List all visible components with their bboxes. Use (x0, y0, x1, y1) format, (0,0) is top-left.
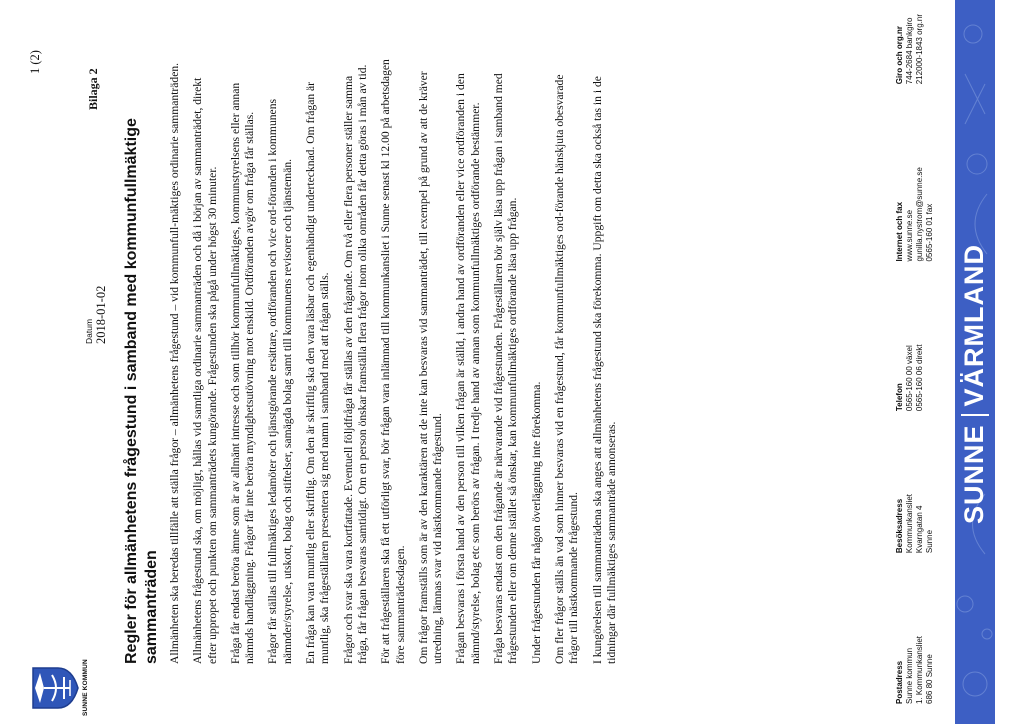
footer-column (895, 167, 935, 261)
body-paragraph: Fråga besvaras endast om den frågande är närvarande vid frågestunden. Frågeställaren bör själv läsa upp frågan i samband med frågestunden eller om denne istället så önskar, kan kommunfullmäktiges ordförande läsa upp frågan. (492, 73, 520, 664)
paragraph-list (168, 54, 619, 664)
footer-column-line: Kommunkansliet (905, 493, 914, 554)
body-paragraph: Frågor får ställas till fullmäktiges ledamöter och tjänstgörande ersättare, ordföranden och vice ord-föranden i kommunens nämnder/styrelse, utskott, bolag och stiftelser, samägda bolag samt till kommunens revisorer och tjänstemän. (266, 98, 294, 664)
body-paragraph: Under frågestunden får någon överläggning inte förekomma. (529, 381, 543, 664)
footer-address (895, 14, 941, 704)
document-title: Regler för allmänhetens frågestund i samband med kommunfullmäktige sammanträden (123, 118, 160, 664)
body-paragraph: En fråga kan vara muntlig eller skriftlig. Om den är skriftlig ska den vara läsbar och egenhändigt undertecknad. Om frågan är muntlig, ska frågeställaren presentera sig med namn i samband med att frågan ställs. (304, 81, 332, 664)
body-paragraph: För att frågeställaren ska få ett utförligt svar, bör frågan vara inlämnad till kommunkansliet i Sunne senast kl 12.00 på arbetsdagen före sammanträdesdagen. (379, 59, 407, 664)
footer-column-heading: Internet och fax (895, 201, 904, 262)
footer-column-line: 1. Kommunkansliet (915, 635, 924, 704)
coat-of-arms-icon (30, 665, 80, 711)
footer-column (895, 636, 935, 704)
date-block (84, 286, 109, 344)
footer-column-heading: Telefon (895, 383, 904, 412)
page-number: 1 (2) (28, 50, 42, 74)
body-paragraph: I kungörelsen till sammanträdena ska anges att allmänhetens frågestund ska förekomma. Uppgift om detta ska också tas in i de tidningar där fullmäktiges sammanträde annonseras. (590, 76, 618, 664)
footer-column (895, 344, 935, 411)
footer-column-line: Sunne kommun (905, 647, 914, 704)
body-paragraph: Allmänhetens frågestund ska, om möjligt, hållas vid samtliga ordinarie sammanträden och då i början av sammanträdet, direkt efter uppropet och punkten om sammanträdets kungörande. Frågestunden ska pågå under högst 30 minuter. (191, 77, 219, 664)
footer-column-line: gunilla.nystrom@sunne.se (915, 167, 924, 262)
body-paragraph: Fråga får endast beröra ämne som är av allmänt intresse och som tillhör kommunfullmäktiges, kommunstyrelsens eller annan nämnds handläggning. Frågor får inte beröra myndighetsutövning mot enskild. Ordföranden avgör om fråga får ställas. (228, 82, 257, 664)
body-paragraph: Om frågor framställs som är av den karaktären att de inte kan besvaras vid sammanträdet, till exempel på grund av att de kräver utredning, lämnas svar vid nästkommande frågestund. (416, 71, 445, 664)
band-region: VÄRMLAND (959, 243, 989, 407)
footer-column-line: 744-2684 bankgiro (905, 17, 914, 85)
footer-column-line: 686 80 Sunne (925, 654, 934, 704)
body-paragraph: Frågor och svar ska vara kortfattade. Eventuell följdfråga får ställas av den frågande. Om två eller flera personer ställer samma fråga, får frågan besvaras samtidigt. Om en person önskar framställa flera frågor inom olika områden får detta göras i mån av tid. (341, 64, 369, 664)
body-paragraph: Om fler frågor ställs än vad som hinner besvaras vid en frågestund, får kommunfullmäktiges ord-förande hänskjuta obesvarade frågor till nästkommande frågestund. (552, 74, 581, 664)
footer-column-line: 0565-160 00 växel (905, 345, 914, 412)
date-value: 2018-01-02 (94, 285, 108, 344)
footer-band (955, 0, 995, 724)
bilaga-label: Bilaga 2 (86, 68, 100, 110)
footer-column-heading: Giro och org.nr (895, 26, 904, 85)
band-divider (961, 414, 989, 416)
body-paragraph: Allmänheten ska beredas tillfälle att ställa frågor – allmänhetens frågestund – vid kommunfull-mäktiges ordinarie sammanträden. (168, 62, 181, 664)
logo-caption: SUNNE KOMMUN (82, 659, 89, 716)
footer-column-line: 0565-160 01 fax (925, 203, 934, 262)
footer-column-heading: Besöksadress (895, 498, 904, 554)
sunne-kommun-logo (30, 660, 89, 716)
date-label: Datum (84, 318, 94, 344)
footer-column (895, 14, 935, 84)
footer-column-line: www.sunne.se (905, 209, 914, 262)
band-brand: SUNNE (959, 424, 989, 524)
footer-column-line: 0565-160 06 direkt (915, 344, 924, 412)
footer-column (895, 494, 935, 553)
main-content (122, 54, 628, 664)
footer-column-line: Kvarngatan 4 (915, 505, 924, 554)
footer-column-heading: Postadress (895, 660, 904, 704)
footer-column-line: 212000-1843 org.nr (915, 14, 924, 85)
footer-column-line: Sunne (925, 529, 934, 554)
body-paragraph: Frågan besvaras i första hand av den person till vilken frågan är ställd, i andra hand av ordföranden eller vice ordföranden i den nämnd/styrelse, bolag etc som berörs av frågan. I tredje hand av annan som kommunfullmäktiges ordförande bestämmer. (454, 73, 482, 664)
